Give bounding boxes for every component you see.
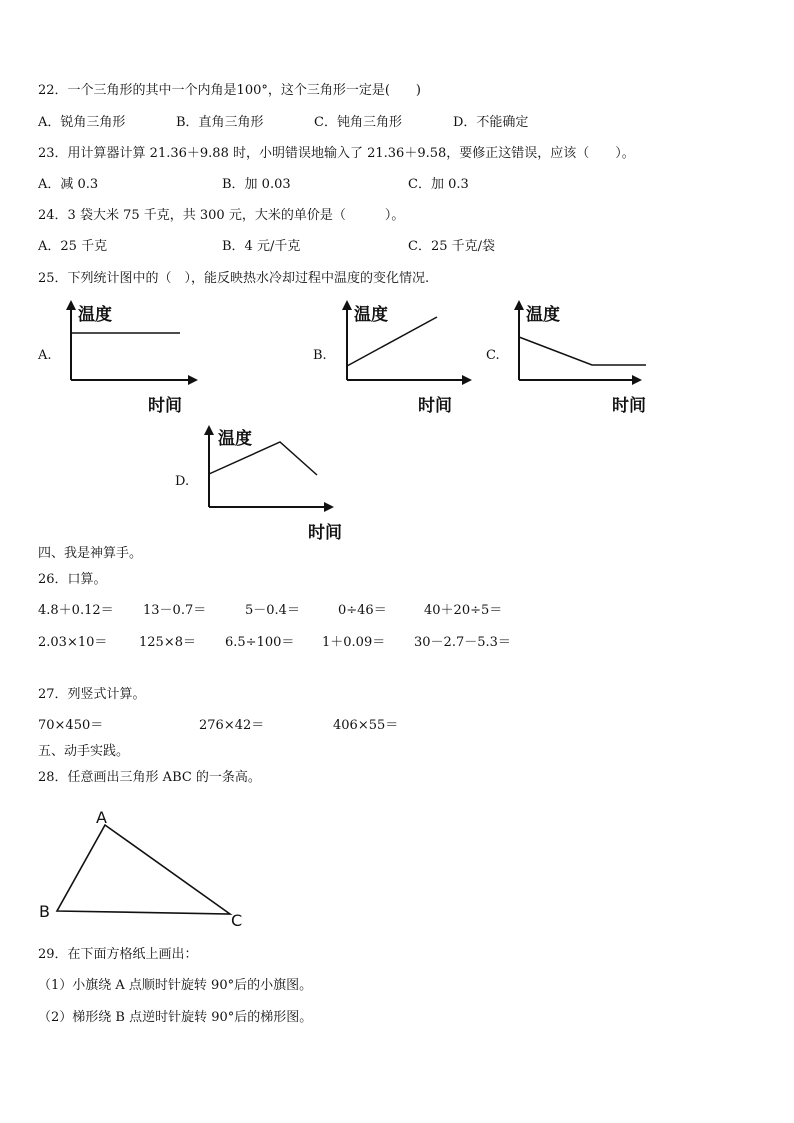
triangle-shape: [57, 825, 230, 914]
graph-c: [508, 298, 658, 418]
q26-r1-c5: 40＋20÷5＝: [424, 603, 503, 618]
q23-stem: 23．用计算器计算 21.36＋9.88 时，小明错误地输入了 21.36＋9.58，要修正这错误，应该（ ）。: [38, 146, 635, 161]
q26-r2-c4: 1＋0.09＝: [322, 635, 386, 650]
triangle-abc: [34, 805, 254, 930]
q26-stem: 26．口算。: [38, 572, 107, 587]
q26-r1-c2: 13－0.7＝: [143, 603, 207, 618]
graph-d-x-arrow: [324, 502, 334, 512]
q24-option-b: B．4 元/千克: [222, 239, 301, 254]
vertex-b-label: B: [39, 902, 50, 921]
graph-d-label: D.: [175, 474, 190, 489]
q27-item-1: 70×450＝: [38, 718, 104, 733]
section-5-title: 五、动手实践。: [38, 744, 130, 759]
q22-option-d: D．不能确定: [453, 115, 529, 130]
graph-a-y-arrow: [66, 300, 76, 310]
graph-d: [198, 423, 348, 545]
q27-stem: 27．列竖式计算。: [38, 687, 146, 702]
q24-option-c: C．25 千克/袋: [408, 239, 496, 254]
q24-option-a: A．25 千克: [38, 239, 108, 254]
graph-c-x-arrow: [632, 375, 642, 385]
graph-d-xlabel: 时间: [308, 523, 342, 543]
q29-item-1: （1）小旗绕 A 点顺时针旋转 90°后的小旗图。: [38, 978, 313, 993]
graph-a-x-arrow: [188, 375, 198, 385]
graph-b: [336, 298, 486, 418]
q22-option-a: A．锐角三角形: [38, 115, 126, 130]
vertex-c-label: C: [231, 911, 243, 930]
q28-stem: 28．任意画出三角形 ABC 的一条高。: [38, 770, 261, 785]
graph-a-label: A.: [38, 348, 52, 363]
q29-item-2: （2）梯形绕 B 点逆时针旋转 90°后的梯形图。: [38, 1010, 313, 1025]
q22-option-c: C．钝角三角形: [314, 115, 402, 130]
q23-option-c: C．加 0.3: [408, 177, 469, 192]
q22-stem: 22．一个三角形的其中一个内角是100°，这个三角形一定是( ): [38, 83, 421, 98]
graph-b-label: B.: [313, 348, 327, 363]
graph-a: [60, 298, 210, 418]
graph-b-y-arrow: [342, 300, 352, 310]
q26-r2-c1: 2.03×10＝: [38, 635, 108, 650]
q27-item-2: 276×42＝: [199, 718, 265, 733]
graph-a-ylabel: 温度: [78, 305, 112, 325]
graph-c-xlabel: 时间: [612, 396, 646, 416]
q26-r1-c3: 5－0.4＝: [245, 603, 300, 618]
graph-b-ylabel: 温度: [354, 305, 388, 325]
section-4-title: 四、我是神算手。: [38, 546, 143, 561]
q22-option-b: B．直角三角形: [176, 115, 264, 130]
q26-r2-c5: 30－2.7－5.3＝: [414, 635, 511, 650]
q26-r2-c3: 6.5÷100＝: [225, 635, 295, 650]
graph-d-ylabel: 温度: [218, 429, 252, 449]
vertex-a-label: A: [96, 808, 107, 827]
graph-c-ylabel: 温度: [526, 305, 560, 325]
q25-stem: 25．下列统计图中的（ ），能反映热水冷却过程中温度的变化情况.: [38, 271, 430, 286]
q29-stem: 29．在下面方格纸上画出：: [38, 947, 198, 962]
graph-c-y-arrow: [514, 300, 524, 310]
q26-r1-c4: 0÷46＝: [338, 603, 387, 618]
graph-b-x-arrow: [462, 375, 472, 385]
q23-option-a: A．减 0.3: [38, 177, 99, 192]
q24-stem: 24．3 袋大米 75 千克，共 300 元，大米的单价是（ ）。: [38, 208, 405, 223]
graph-c-line: [519, 337, 646, 365]
graph-b-xlabel: 时间: [418, 396, 452, 416]
graph-a-xlabel: 时间: [148, 396, 182, 416]
graph-c-label: C.: [486, 348, 500, 363]
q26-r2-c2: 125×8＝: [139, 635, 196, 650]
q26-r1-c1: 4.8＋0.12＝: [38, 603, 114, 618]
q27-item-3: 406×55＝: [333, 718, 399, 733]
graph-d-y-arrow: [204, 425, 214, 435]
q23-option-b: B．加 0.03: [222, 177, 291, 192]
